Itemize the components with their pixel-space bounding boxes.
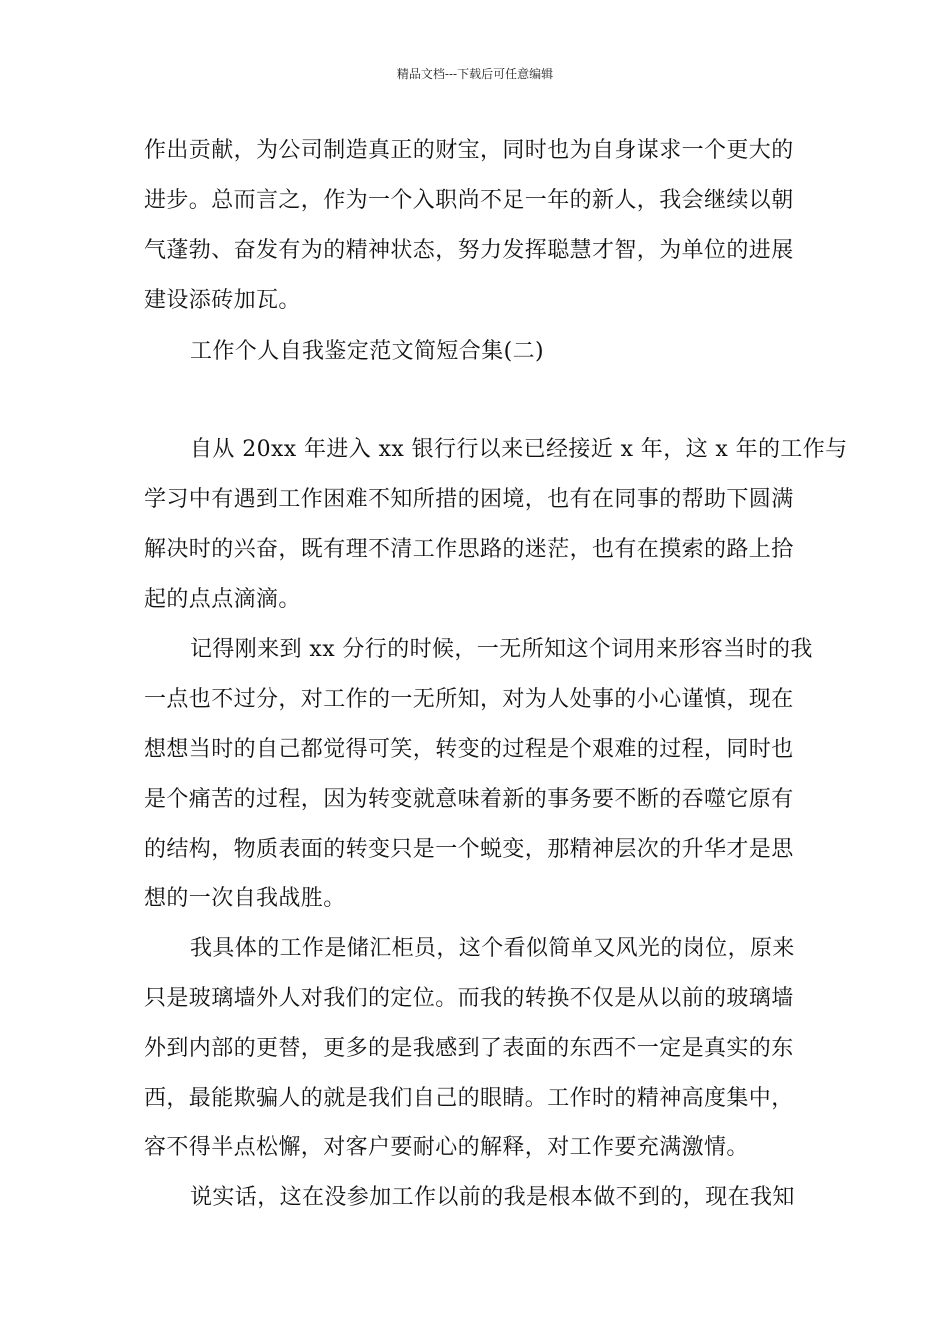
text-line: 作出贡献，为公司制造真正的财宝，同时也为自身谋求一个更大的 — [144, 138, 794, 163]
page-header: 精品文档---下载后可任意编辑 — [396, 67, 554, 81]
text-line: 西，最能欺骗人的就是我们自己的眼睛。工作时的精神高度集中， — [144, 1086, 794, 1111]
text-line: 只是玻璃墙外人对我们的定位。而我的转换不仅是从以前的玻璃墙 — [144, 986, 794, 1011]
text-line: 建设添砖加瓦。 — [144, 288, 301, 313]
text-line: 学习中有遇到工作困难不知所措的困境，也有在同事的帮助下圆满 — [144, 487, 794, 512]
text-line: 想想当时的自己都觉得可笑，转变的过程是个艰难的过程，同时也 — [144, 737, 794, 762]
section-title: 工作个人自我鉴定范文简短合集(二) — [190, 339, 544, 364]
text-line: 说实话，这在没参加工作以前的我是根本做不到的，现在我知 — [190, 1185, 795, 1210]
text-line: 一点也不过分，对工作的一无所知，对为人处事的小心谨慎，现在 — [144, 687, 794, 712]
text-line: 是个痛苦的过程，因为转变就意味着新的事务要不断的吞噬它原有 — [144, 787, 794, 812]
text-line: 容不得半点松懈，对客户要耐心的解释，对工作要充满激情。 — [144, 1135, 749, 1160]
text-line: 想的一次自我战胜。 — [144, 886, 346, 911]
text-line: 气蓬勃、奋发有为的精神状态，努力发挥聪慧才智，为单位的进展 — [144, 238, 794, 263]
text-line: 的结构，物质表面的转变只是一个蜕变，那精神层次的升华才是思 — [144, 837, 794, 862]
text-line: 进步。总而言之，作为一个入职尚不足一年的新人，我会继续以朝 — [144, 188, 794, 213]
text-line: 起的点点滴滴。 — [144, 587, 301, 612]
text-line: 记得刚来到 xx 分行的时候，一无所知这个词用来形容当时的我 — [190, 637, 813, 662]
text-line: 外到内部的更替，更多的是我感到了表面的东西不一定是真实的东 — [144, 1036, 794, 1061]
text-line: 自从 20xx 年进入 xx 银行行以来已经接近 x 年，这 x 年的工作与 — [190, 437, 848, 462]
text-line: 我具体的工作是储汇柜员，这个看似简单又风光的岗位，原来 — [190, 936, 795, 961]
text-line: 解决时的兴奋，既有理不清工作思路的迷茫，也有在摸索的路上拾 — [144, 537, 794, 562]
